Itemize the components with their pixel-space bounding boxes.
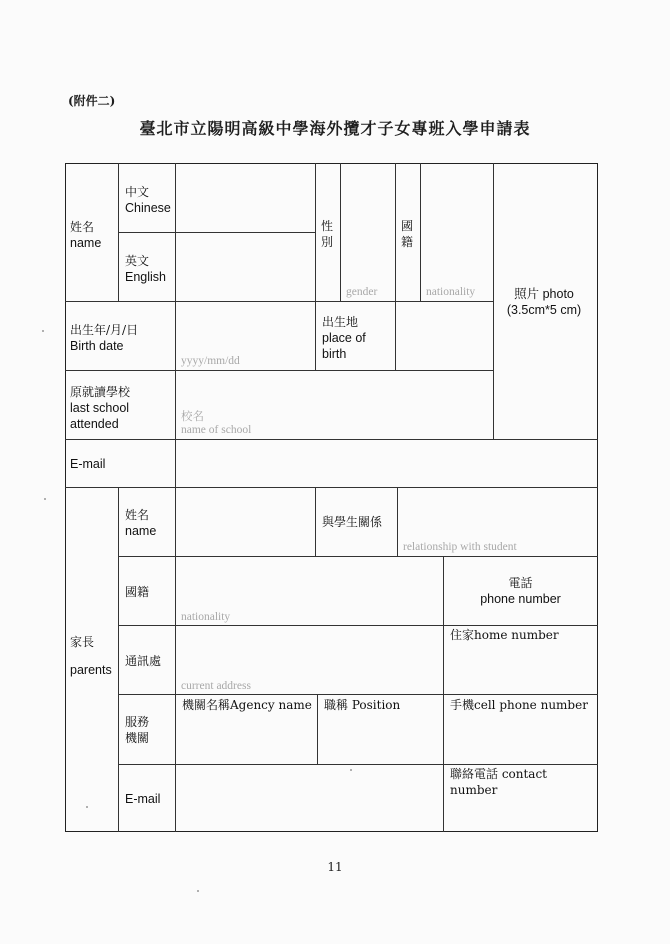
parent-name-field[interactable] bbox=[176, 488, 314, 555]
position-label: 職稱 Position bbox=[324, 698, 401, 712]
birth-place-field[interactable] bbox=[396, 302, 492, 369]
parent-email-label: E-mail bbox=[125, 792, 161, 806]
contact-number-label: 聯絡電話 contact number bbox=[450, 767, 548, 797]
parents-section-label: 家長 parents bbox=[70, 635, 112, 677]
birth-date-label: 出生年/月/日 Birth date bbox=[70, 323, 139, 353]
parent-nationality-hint: nationality bbox=[181, 611, 231, 623]
last-school-field[interactable] bbox=[176, 371, 492, 438]
home-number-label: 住家home number bbox=[450, 628, 559, 642]
chinese-name-field[interactable] bbox=[176, 164, 314, 231]
applicant-name-label: 姓名 name bbox=[70, 220, 102, 250]
home-number-field[interactable] bbox=[444, 626, 597, 693]
school-hint-en: name of school bbox=[181, 424, 252, 436]
relationship-field[interactable] bbox=[398, 488, 597, 555]
gender-field[interactable] bbox=[341, 164, 394, 300]
address-hint: current address bbox=[181, 680, 251, 692]
chinese-name-label: 中文 Chinese bbox=[125, 185, 171, 215]
gender-hint: gender bbox=[346, 286, 378, 298]
scan-speck bbox=[350, 769, 352, 771]
parent-nationality-field[interactable] bbox=[176, 557, 442, 624]
nationality-label: 國 籍 bbox=[401, 219, 414, 249]
scan-speck bbox=[44, 498, 46, 500]
agency-name-label: 機關名稱Agency name bbox=[182, 698, 312, 712]
address-label: 通訊處 bbox=[125, 654, 162, 668]
relationship-hint: relationship with student bbox=[403, 541, 517, 553]
scan-speck bbox=[42, 330, 44, 332]
scan-speck bbox=[197, 890, 199, 892]
page-number: 11 bbox=[327, 860, 343, 874]
cell-phone-field[interactable] bbox=[444, 695, 597, 763]
english-name-label: 英文 English bbox=[125, 254, 166, 284]
parent-email-field[interactable] bbox=[176, 765, 442, 831]
phone-label: 電話 phone number bbox=[480, 576, 561, 606]
gender-label: 性 別 bbox=[321, 219, 334, 249]
nationality-field[interactable] bbox=[421, 164, 492, 300]
position-field[interactable] bbox=[318, 695, 442, 763]
parent-nationality-label: 國籍 bbox=[125, 585, 150, 599]
english-name-field[interactable] bbox=[176, 233, 314, 300]
birth-date-hint: yyyy/mm/dd bbox=[181, 355, 240, 367]
birth-place-label: 出生地 place of birth bbox=[322, 315, 366, 361]
form-title: 臺北市立陽明高級中學海外攬才子女專班入學申請表 bbox=[139, 119, 531, 138]
scan-speck bbox=[86, 806, 88, 808]
attachment-label: (附件二) bbox=[68, 94, 116, 108]
photo-box[interactable] bbox=[494, 164, 597, 438]
parent-name-label: 姓名 name bbox=[125, 508, 157, 538]
address-field[interactable] bbox=[176, 626, 442, 693]
cell-phone-label: 手機cell phone number bbox=[450, 698, 588, 712]
applicant-email-field[interactable] bbox=[176, 440, 597, 486]
school-hint-zh: 校名 bbox=[181, 411, 204, 423]
nationality-hint: nationality bbox=[426, 286, 476, 298]
photo-label: 照片 photo (3.5cm*5 cm) bbox=[506, 287, 582, 317]
relationship-label: 與學生關係 bbox=[322, 515, 383, 529]
birth-date-field[interactable] bbox=[176, 302, 314, 369]
agency-name-field[interactable] bbox=[176, 695, 316, 763]
applicant-email-label: E-mail bbox=[70, 457, 106, 471]
employer-label: 服務 機關 bbox=[125, 715, 150, 745]
last-school-label: 原就讀學校 last school attended bbox=[70, 385, 131, 431]
contact-number-field[interactable] bbox=[444, 765, 597, 831]
